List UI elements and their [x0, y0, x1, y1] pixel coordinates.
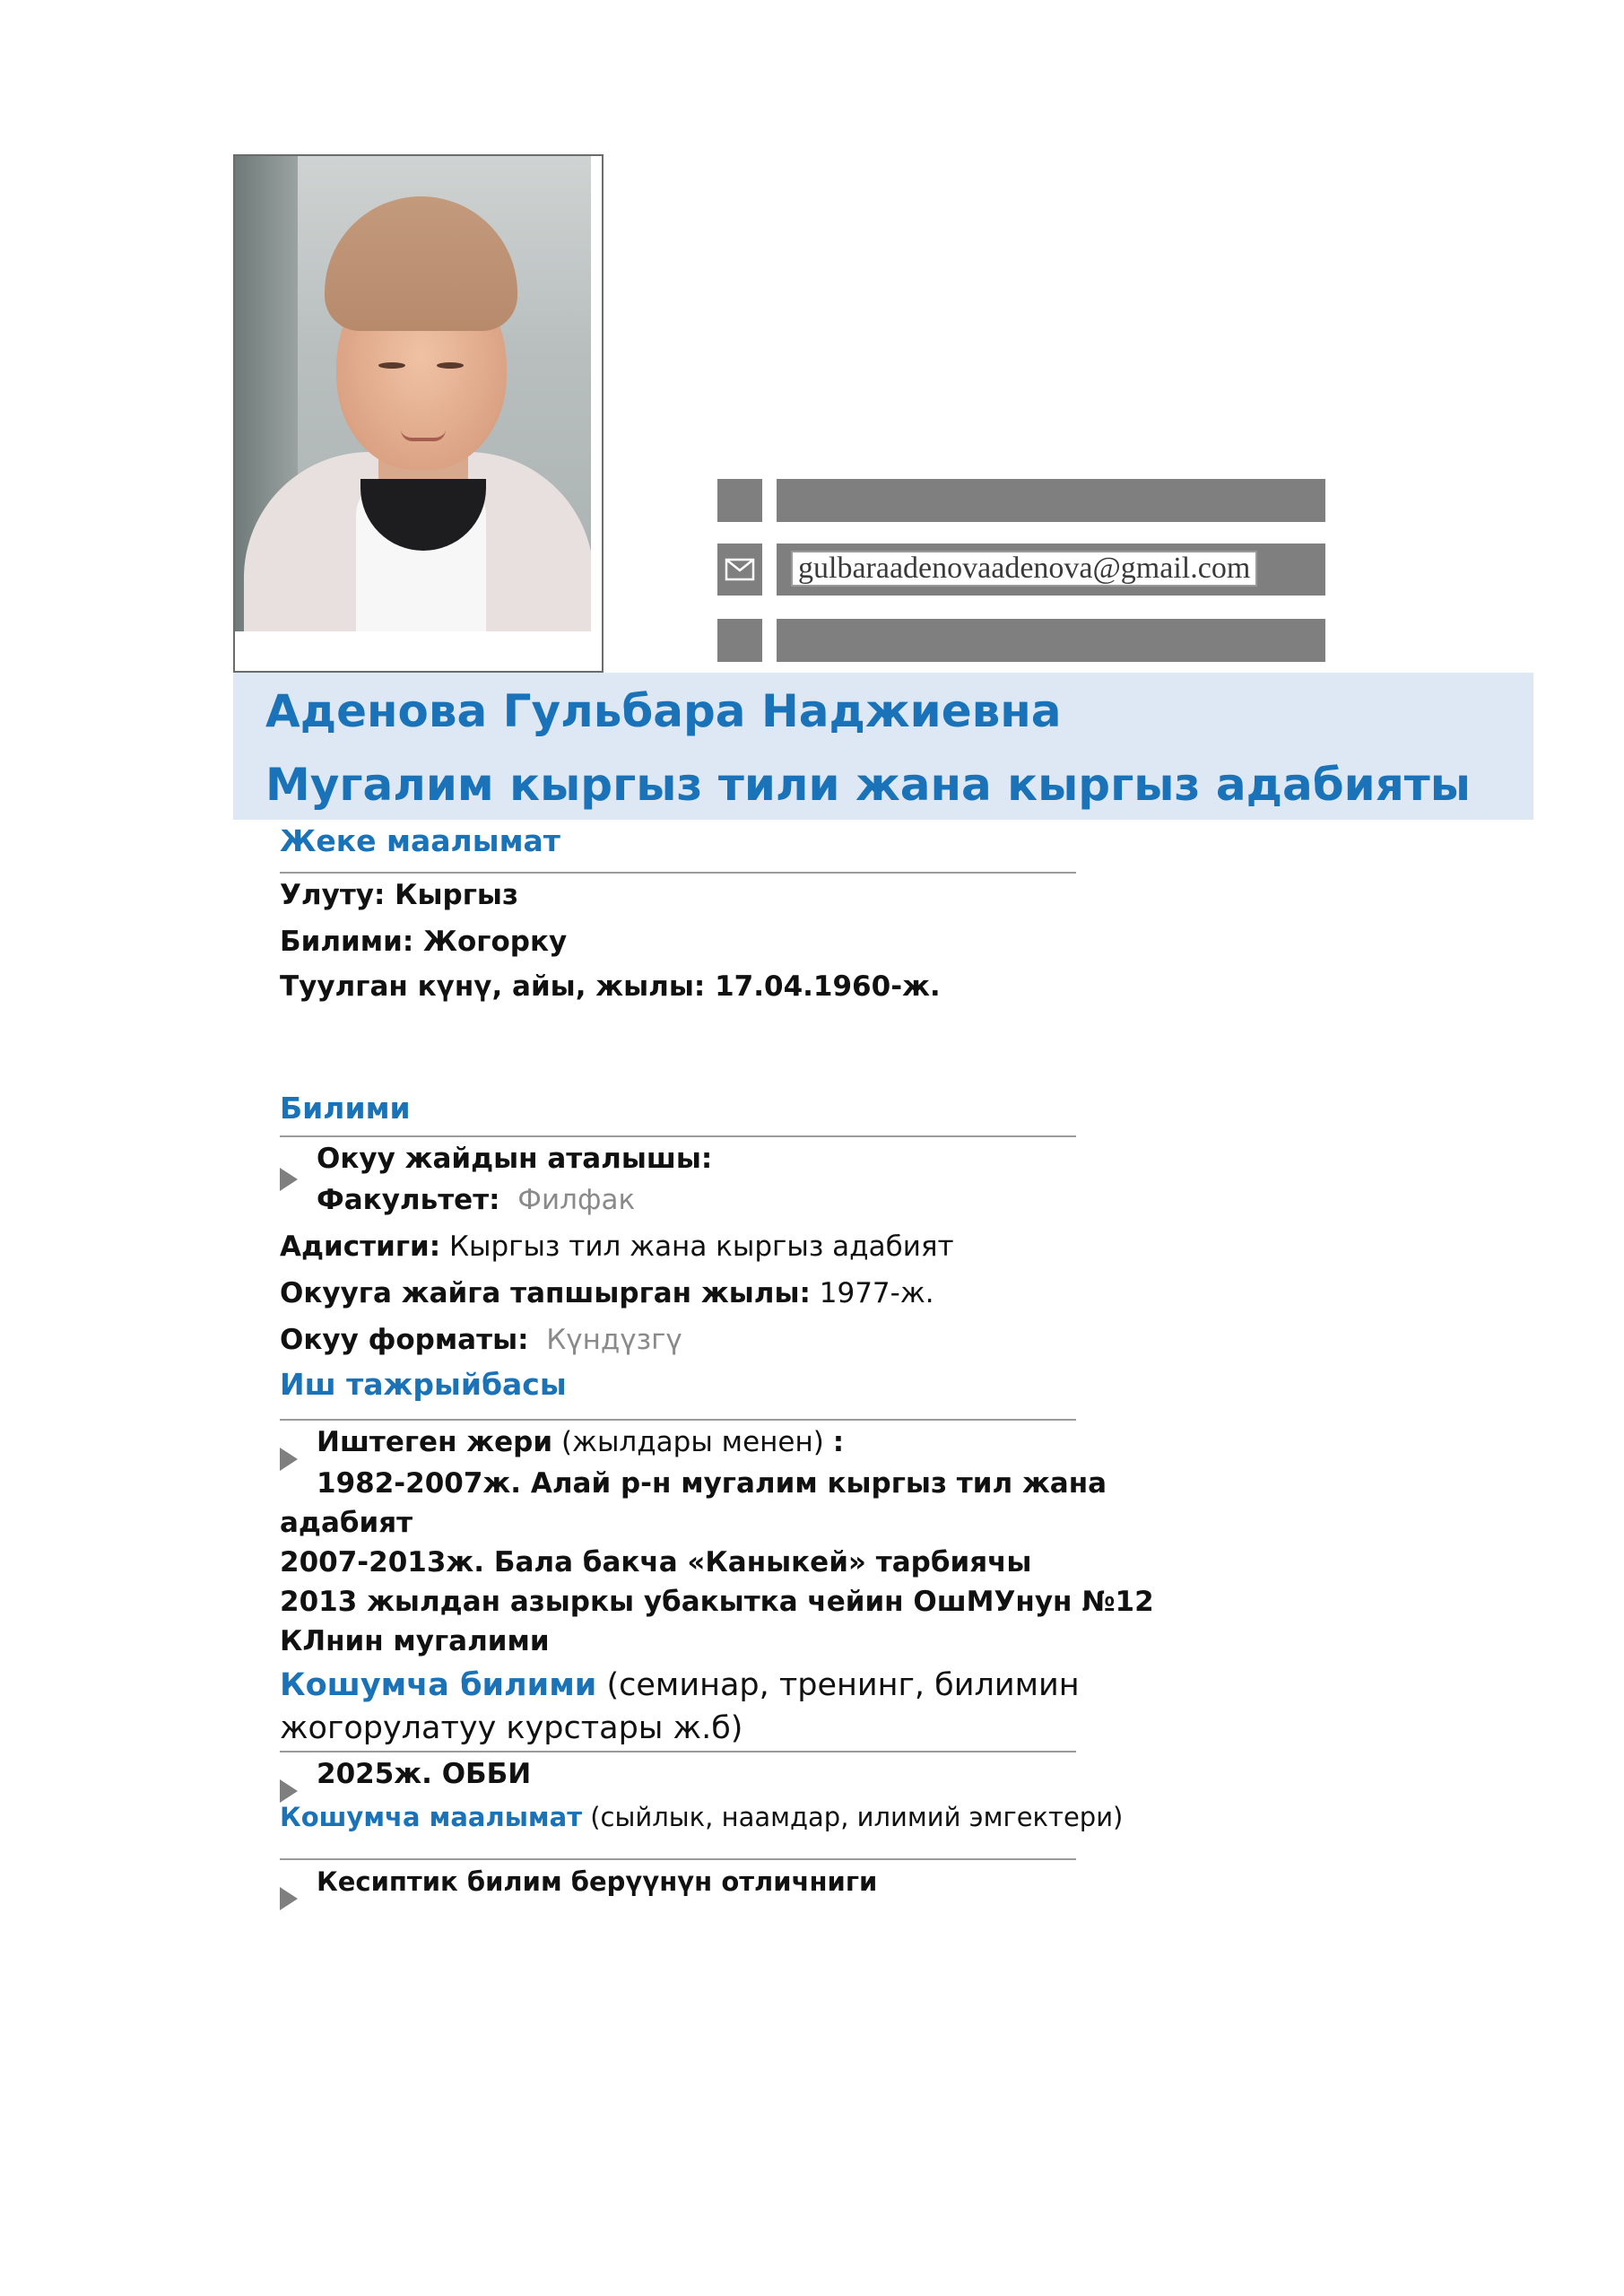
format-row: [280, 1322, 682, 1358]
experience-line: 1982-2007ж. Алай р-н мугалим кыргыз тил жана: [317, 1467, 1107, 1500]
additional-info-note: (сыйлык, наамдар, илимий эмгектери): [590, 1802, 1124, 1832]
additional-education-title: Кошумча билими: [280, 1667, 597, 1703]
institution-label: Окуу жайдын аталышы:: [317, 1143, 713, 1175]
bullet-triangle-icon: [280, 1887, 298, 1910]
additional-education-item: 2025ж. ОББИ: [317, 1758, 532, 1790]
education-level: Билими: Жогорку: [280, 926, 568, 958]
email-bar: [777, 544, 1325, 596]
additional-education-note1: (семинар, тренинг, билимин: [606, 1667, 1080, 1703]
header-band: [233, 673, 1533, 820]
education-section-title: Билими: [280, 1091, 411, 1126]
additional-info-title: Кошумча маалымат: [280, 1802, 582, 1832]
mail-icon: [717, 544, 762, 596]
bullet-triangle-icon: [280, 1448, 298, 1471]
year-label: Окууга жайга тапшырган жылы:: [280, 1277, 811, 1309]
additional-education-heading: [280, 1663, 1080, 1708]
experience-line: адабият: [280, 1507, 413, 1539]
faculty-row: [317, 1182, 635, 1218]
faculty-value: Филфак: [517, 1184, 636, 1216]
address-bar: [777, 619, 1325, 662]
specialty-row: [280, 1229, 954, 1265]
education-divider: [280, 1135, 1076, 1137]
profile-photo: [233, 154, 604, 673]
additional-info-item: Кесиптик билим берүүнүн отличниги: [317, 1866, 878, 1897]
photo-scene: [235, 156, 591, 631]
year-row: [280, 1275, 934, 1311]
nationality: Улуту: Кыргыз: [280, 879, 518, 911]
address-icon-box: [717, 619, 762, 662]
faculty-label: Факультет:: [317, 1184, 500, 1216]
workplace-heading: [317, 1424, 844, 1460]
additional-info-divider: [280, 1858, 1076, 1860]
experience-line: 2007-2013ж. Бала бакча «Каныкей» тарбиячы: [280, 1546, 1032, 1578]
additional-education-divider: [280, 1751, 1076, 1752]
person-name: Аденова Гульбара Наджиевна: [265, 685, 1062, 737]
experience-section-title: Иш тажрыйбасы: [280, 1367, 567, 1402]
phone-icon-box: [717, 479, 762, 522]
specialty-label: Адистиги:: [280, 1231, 441, 1263]
person-position: Мугалим кыргыз тили жана кыргыз адабияты: [265, 759, 1471, 811]
workplace-label: Иштеген жери: [317, 1426, 553, 1458]
email-link[interactable]: gulbaraadenovaadenova@gmail.com: [791, 551, 1257, 587]
year-value: 1977-ж.: [819, 1277, 934, 1309]
workplace-colon: :: [832, 1426, 845, 1458]
additional-education-note2: жогорулатуу курстары ж.б): [280, 1710, 743, 1746]
workplace-note: (жылдары менен): [560, 1426, 824, 1458]
experience-line: КЛнин мугалими: [280, 1625, 550, 1657]
additional-info-heading: [280, 1799, 1123, 1835]
experience-line: 2013 жылдан азыркы убакытка чейин ОшМУнун №12: [280, 1586, 1154, 1618]
phone-bar: [777, 479, 1325, 522]
format-label: Окуу форматы:: [280, 1324, 529, 1356]
experience-divider: [280, 1419, 1076, 1421]
bullet-triangle-icon: [280, 1168, 298, 1191]
specialty-value: Кыргыз тил жана кыргыз адабият: [449, 1231, 954, 1263]
personal-section-title: Жеке маалымат: [280, 823, 560, 858]
birth-date: Туулган күнү, айы, жылы: 17.04.1960-ж.: [280, 970, 941, 1003]
personal-divider: [280, 872, 1076, 874]
format-value: Күндүзгү: [546, 1324, 682, 1356]
